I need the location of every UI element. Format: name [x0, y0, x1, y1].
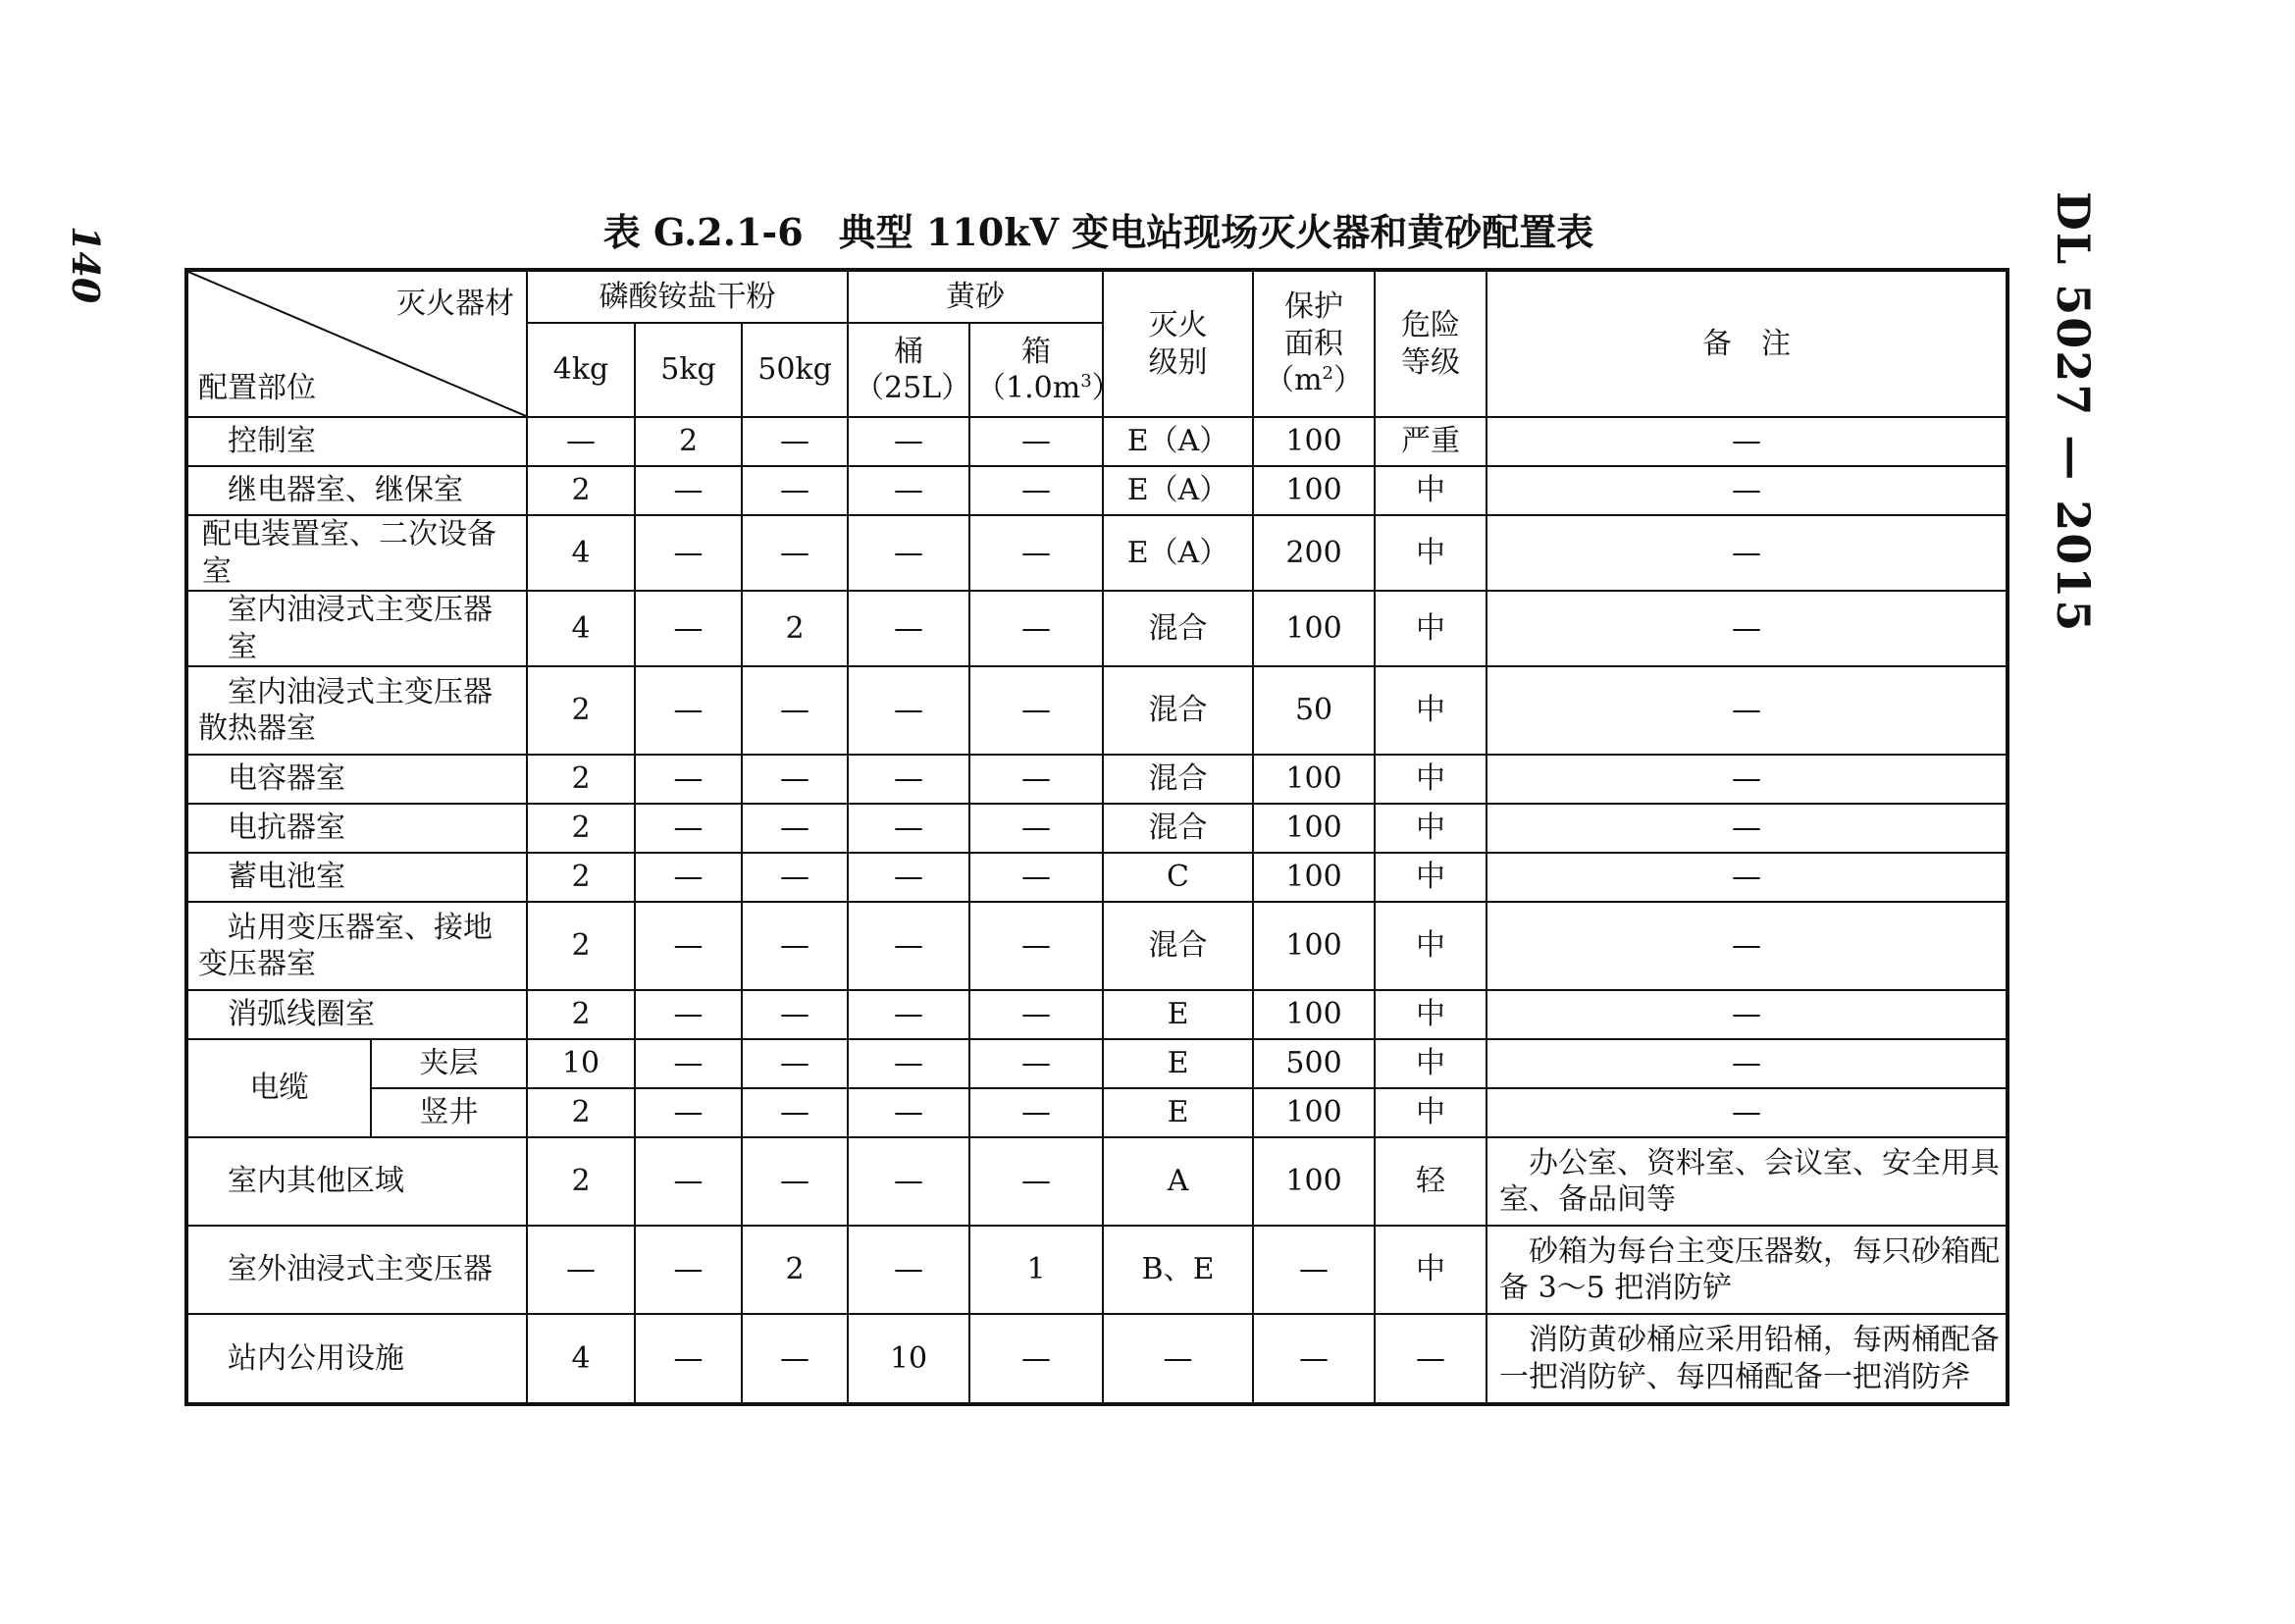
cell-note: 消防黄砂桶应采用铅桶，每两桶配备一把消防铲、每四桶配备一把消防斧: [1487, 1314, 2008, 1404]
cell-hazard: 中: [1375, 990, 1487, 1039]
cell-5kg: —: [635, 1314, 742, 1404]
cell-5kg: —: [635, 466, 742, 515]
cell-fire-class: 混合: [1103, 666, 1253, 755]
cell-box: —: [969, 990, 1103, 1039]
cell-5kg: —: [635, 853, 742, 902]
cell-cable-label: 电缆: [186, 1039, 371, 1137]
cell-note: 砂箱为每台主变压器数，每只砂箱配备 3～5 把消防铲: [1487, 1226, 2008, 1314]
header-hazard-2: 等级: [1401, 344, 1461, 380]
cell-place: 室内其他区域: [186, 1137, 527, 1226]
table-row: [186, 1314, 2008, 1404]
cell-place: 控制室: [186, 417, 527, 466]
header-powder-5kg: 5kg: [635, 323, 742, 417]
cell-5kg: —: [635, 666, 742, 755]
cell-note: —: [1487, 1039, 2008, 1088]
cell-box: —: [969, 466, 1103, 515]
cell-hazard: 中: [1375, 804, 1487, 853]
cell-50kg: —: [742, 417, 848, 466]
cell-note: 办公室、资料室、会议室、安全用具室、备品间等: [1487, 1137, 2008, 1226]
cell-fire-class: 混合: [1103, 591, 1253, 666]
cell-hazard: 中: [1375, 902, 1487, 990]
cell-box: —: [969, 755, 1103, 804]
cell-fire-class: E（A）: [1103, 515, 1253, 591]
header-powder-group: 磷酸铵盐干粉: [527, 270, 848, 323]
header-sand-bucket-label: 桶: [894, 334, 924, 369]
cell-bucket: —: [848, 417, 969, 466]
cell-bucket: —: [848, 755, 969, 804]
cell-place: 配电装置室、二次设备室: [186, 515, 527, 591]
cell-place: 站用变压器室、接地变压器室: [186, 902, 527, 990]
cell-5kg: —: [635, 902, 742, 990]
cell-area: —: [1253, 1226, 1375, 1314]
cell-bucket: —: [848, 804, 969, 853]
cell-bucket: —: [848, 515, 969, 591]
table-row: [186, 804, 2008, 853]
cell-box: 1: [969, 1226, 1103, 1314]
cell-place: 电容器室: [186, 755, 527, 804]
cell-hazard: 中: [1375, 666, 1487, 755]
cell-area: 100: [1253, 804, 1375, 853]
cell-bucket: —: [848, 902, 969, 990]
table-row: [186, 1137, 2008, 1226]
cell-fire-class: E（A）: [1103, 417, 1253, 466]
cell-4kg: 2: [527, 902, 635, 990]
cell-fire-class: E（A）: [1103, 466, 1253, 515]
cell-box: —: [969, 853, 1103, 902]
table-title-text: 典型 110kV 变电站现场灭火器和黄砂配置表: [838, 210, 1594, 254]
cell-place: 室内油浸式主变压器散热器室: [186, 666, 527, 755]
cell-fire-class: —: [1103, 1314, 1253, 1404]
cell-5kg: —: [635, 591, 742, 666]
cell-area: 100: [1253, 1088, 1375, 1137]
cell-bucket: —: [848, 591, 969, 666]
header-sand-box-label: 箱: [1021, 334, 1052, 369]
cell-50kg: —: [742, 804, 848, 853]
cell-5kg: —: [635, 755, 742, 804]
cell-cable-sub: 竖井: [371, 1088, 527, 1137]
config-table: [184, 268, 2009, 1406]
cell-hazard: 中: [1375, 1088, 1487, 1137]
cell-fire-class: A: [1103, 1137, 1253, 1226]
header-hazard: [1375, 270, 1487, 417]
cell-4kg: —: [527, 1226, 635, 1314]
cell-5kg: 2: [635, 417, 742, 466]
cell-50kg: —: [742, 755, 848, 804]
cell-area: 500: [1253, 1039, 1375, 1088]
cell-4kg: 2: [527, 755, 635, 804]
table-row-cable: [186, 1088, 2008, 1137]
header-area-unit: $(m^2)$: [1265, 363, 1363, 398]
cell-4kg: 2: [527, 666, 635, 755]
cell-fire-class: 混合: [1103, 755, 1253, 804]
header-area-1: 保护: [1284, 289, 1344, 325]
cell-5kg: —: [635, 1088, 742, 1137]
cell-hazard: 中: [1375, 591, 1487, 666]
cell-hazard: 中: [1375, 755, 1487, 804]
cell-place: 消弧线圈室: [186, 990, 527, 1039]
cell-cable-sub: 夹层: [371, 1039, 527, 1088]
cell-5kg: —: [635, 1137, 742, 1226]
cell-hazard: 严重: [1375, 417, 1487, 466]
cell-bucket: —: [848, 990, 969, 1039]
cell-50kg: 2: [742, 1226, 848, 1314]
cell-area: 100: [1253, 853, 1375, 902]
cell-fire-class: B、E: [1103, 1226, 1253, 1314]
cell-box: —: [969, 417, 1103, 466]
cell-area: 100: [1253, 417, 1375, 466]
diagonal-header-cell: [186, 270, 527, 417]
header-sand-bucket: [848, 323, 969, 417]
cell-50kg: —: [742, 515, 848, 591]
header-fire-class-1: 灭火: [1148, 308, 1208, 342]
header-equipment: 灭火器材: [396, 287, 514, 321]
cell-box: —: [969, 1088, 1103, 1137]
cell-note: —: [1487, 1088, 2008, 1137]
table-row: [186, 755, 2008, 804]
cell-box: —: [969, 1137, 1103, 1226]
header-remarks: 备 注: [1487, 270, 2008, 417]
standard-code: DL 5027 — 2015: [2047, 191, 2100, 634]
header-location: 配置部位: [198, 370, 316, 405]
header-sand-bucket-unit: （25L）: [855, 371, 971, 405]
cell-50kg: 2: [742, 591, 848, 666]
cell-5kg: —: [635, 1039, 742, 1088]
table-row: [186, 466, 2008, 515]
cell-fire-class: E: [1103, 1039, 1253, 1088]
cell-note: —: [1487, 666, 2008, 755]
header-sand-box: [969, 323, 1121, 417]
cell-note: —: [1487, 466, 2008, 515]
cell-area: 100: [1253, 591, 1375, 666]
cell-4kg: 4: [527, 515, 635, 591]
cell-note: —: [1487, 804, 2008, 853]
page-number: 140: [64, 226, 108, 304]
cell-hazard: 轻: [1375, 1137, 1487, 1226]
table-number: 表 G.2.1-6: [602, 210, 804, 254]
table-row: [186, 417, 2008, 466]
table-row: [186, 990, 2008, 1039]
cell-50kg: —: [742, 666, 848, 755]
cell-bucket: 10: [848, 1314, 969, 1404]
cell-place: 室外油浸式主变压器: [186, 1226, 527, 1314]
cell-box: —: [969, 666, 1103, 755]
cell-hazard: 中: [1375, 515, 1487, 591]
cell-hazard: 中: [1375, 853, 1487, 902]
header-powder-4kg: 4kg: [527, 323, 635, 417]
cell-50kg: —: [742, 990, 848, 1039]
cell-4kg: 10: [527, 1039, 635, 1088]
header-sand-group: 黄砂: [848, 270, 1103, 323]
header-fire-class: [1103, 270, 1253, 417]
table-title: [0, 202, 2197, 256]
cell-50kg: —: [742, 466, 848, 515]
cell-note: —: [1487, 591, 2008, 666]
cell-area: 100: [1253, 1137, 1375, 1226]
cell-place: 继电器室、继保室: [186, 466, 527, 515]
cell-place: 电抗器室: [186, 804, 527, 853]
cell-bucket: —: [848, 1226, 969, 1314]
cell-note: —: [1487, 755, 2008, 804]
cell-place: 蓄电池室: [186, 853, 527, 902]
cell-box: —: [969, 804, 1103, 853]
cell-50kg: —: [742, 1039, 848, 1088]
header-sand-box-unit: $(1.0m^3)$: [976, 371, 1121, 405]
header-fire-class-2: 级别: [1148, 344, 1208, 380]
cell-fire-class: C: [1103, 853, 1253, 902]
cell-bucket: —: [848, 466, 969, 515]
cell-note: —: [1487, 853, 2008, 902]
cell-box: —: [969, 591, 1103, 666]
cell-50kg: —: [742, 1088, 848, 1137]
cell-note: —: [1487, 417, 2008, 466]
cell-hazard: 中: [1375, 466, 1487, 515]
cell-4kg: 2: [527, 853, 635, 902]
header-powder-50kg: 50kg: [742, 323, 848, 417]
cell-note: —: [1487, 902, 2008, 990]
cell-50kg: —: [742, 902, 848, 990]
cell-5kg: —: [635, 1226, 742, 1314]
cell-4kg: 2: [527, 990, 635, 1039]
table-row: [186, 902, 2008, 990]
table-row-cable: [186, 1039, 2008, 1088]
cell-hazard: 中: [1375, 1226, 1487, 1314]
cell-area: 100: [1253, 755, 1375, 804]
cell-box: —: [969, 515, 1103, 591]
header-area: [1253, 270, 1375, 417]
cell-50kg: —: [742, 853, 848, 902]
cell-hazard: 中: [1375, 1039, 1487, 1088]
cell-5kg: —: [635, 804, 742, 853]
cell-bucket: —: [848, 1039, 969, 1088]
cell-4kg: —: [527, 417, 635, 466]
cell-fire-class: 混合: [1103, 902, 1253, 990]
table-row: [186, 853, 2008, 902]
cell-4kg: 4: [527, 1314, 635, 1404]
table-row: [186, 591, 2008, 666]
cell-fire-class: 混合: [1103, 804, 1253, 853]
table-row: [186, 666, 2008, 755]
table-row: [186, 515, 2008, 591]
cell-fire-class: E: [1103, 990, 1253, 1039]
cell-bucket: —: [848, 1088, 969, 1137]
cell-area: 50: [1253, 666, 1375, 755]
cell-fire-class: E: [1103, 1088, 1253, 1137]
cell-place: 站内公用设施: [186, 1314, 527, 1404]
header-area-2: 面积: [1284, 326, 1344, 361]
cell-area: —: [1253, 1314, 1375, 1404]
header-hazard-1: 危险: [1401, 308, 1461, 342]
cell-place: 室内油浸式主变压器室: [186, 591, 527, 666]
cell-note: —: [1487, 990, 2008, 1039]
cell-4kg: 2: [527, 466, 635, 515]
cell-bucket: —: [848, 1137, 969, 1226]
cell-50kg: —: [742, 1137, 848, 1226]
cell-4kg: 2: [527, 804, 635, 853]
cell-bucket: —: [848, 666, 969, 755]
cell-box: —: [969, 902, 1103, 990]
cell-hazard: —: [1375, 1314, 1487, 1404]
cell-note: —: [1487, 515, 2008, 591]
cell-4kg: 2: [527, 1137, 635, 1226]
cell-area: 100: [1253, 902, 1375, 990]
cell-5kg: —: [635, 515, 742, 591]
cell-box: —: [969, 1314, 1103, 1404]
table-row: [186, 1226, 2008, 1314]
cell-50kg: —: [742, 1314, 848, 1404]
cell-4kg: 4: [527, 591, 635, 666]
cell-area: 100: [1253, 466, 1375, 515]
cell-4kg: 2: [527, 1088, 635, 1137]
cell-5kg: —: [635, 990, 742, 1039]
header-row-1: [186, 270, 2008, 323]
cell-box: —: [969, 1039, 1103, 1088]
cell-area: 200: [1253, 515, 1375, 591]
cell-area: 100: [1253, 990, 1375, 1039]
cell-bucket: —: [848, 853, 969, 902]
